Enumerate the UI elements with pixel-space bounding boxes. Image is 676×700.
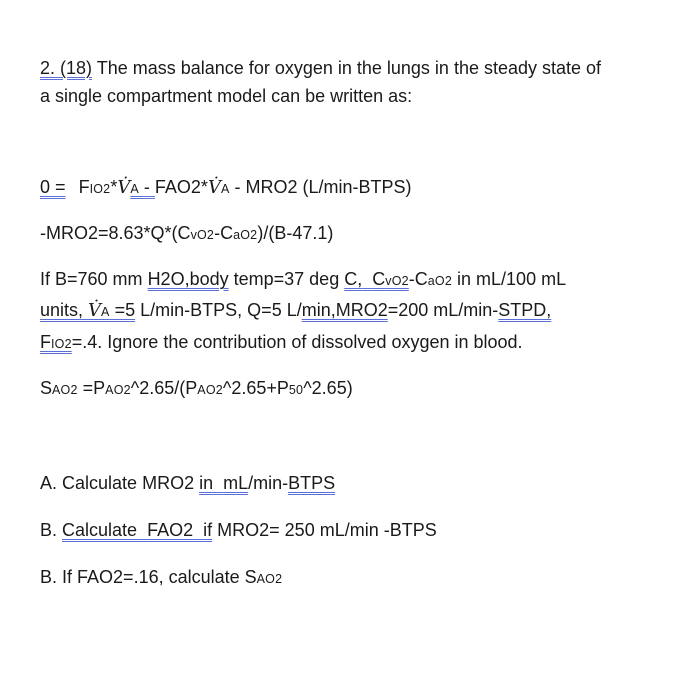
given-c-main: C: [372, 269, 386, 289]
part-b-calc-space: [137, 520, 147, 540]
eq2-part3: )/(B-47.1): [257, 223, 334, 243]
eq2-part1: -MRO2=8.63*Q*(C: [40, 223, 191, 243]
question-text-1: The mass balance for oxygen in the lungs in the steady state of: [96, 58, 602, 78]
question-line-2: [40, 84, 412, 108]
given-f: F: [40, 332, 51, 352]
sat-mid: ^2.65/(P: [130, 378, 198, 398]
given-stpd: STPD,: [498, 300, 552, 320]
mro2-equation: [40, 221, 333, 247]
eq-va-sub-2: A: [220, 182, 230, 196]
given-dash: -C: [408, 269, 428, 289]
eq2-part2: -C: [214, 223, 234, 243]
part-c: [40, 565, 282, 591]
given-vdot: V̇: [88, 300, 102, 321]
given-va-eq: =5: [114, 300, 136, 320]
part-a-label: A.: [40, 473, 58, 493]
given-temp: temp=37 deg: [233, 269, 340, 289]
part-a: [40, 471, 335, 495]
given-units-end: in mL/100 mL: [457, 269, 567, 289]
eq2-sub-ao2: aO2: [233, 228, 258, 242]
eq-vdot: V̇: [117, 177, 131, 198]
given-line-1: [40, 267, 566, 293]
part-a-in-space: [213, 473, 223, 493]
eq-star: *: [110, 177, 118, 197]
part-b-if: if: [203, 520, 213, 540]
question-points: (18): [60, 58, 93, 78]
sat-p-sub-1: AO2: [105, 383, 131, 397]
eq-vdot-2: V̇: [207, 177, 221, 198]
eq-fao2: FAO2*: [154, 177, 208, 197]
given-va-sub: A: [101, 305, 110, 319]
eq-f: F: [78, 177, 90, 197]
question-line-1: [40, 56, 601, 80]
eq-rest: - MRO2 (L/min-BTPS): [234, 177, 412, 197]
part-b-calc: Calculate: [62, 520, 138, 540]
part-a-text: Calculate MRO2: [62, 473, 195, 493]
part-b-fao2: FAO2: [147, 520, 194, 540]
eq-minus: -: [143, 177, 150, 197]
given-mid: L/min-BTPS, Q=5 L/: [140, 300, 302, 320]
given-c: C,: [344, 269, 363, 289]
given-sub-vo2: vO2: [385, 274, 409, 288]
sat-s-sub: AO2: [52, 383, 78, 397]
given-h2o: H2O,body: [147, 269, 229, 289]
part-a-in: in: [199, 473, 214, 493]
given-b: If B=760 mm: [40, 269, 143, 289]
given-sub-ao2: aO2: [427, 274, 453, 288]
part-a-text2: /min-: [248, 473, 289, 493]
part-a-btps: BTPS: [288, 473, 336, 493]
saturation-equation: [40, 376, 353, 402]
part-b-label: B.: [40, 520, 58, 540]
part-b: [40, 518, 437, 542]
given-fio2-rest: =.4. Ignore the contribution of dissolved oxygen in blood.: [71, 332, 523, 352]
eq-zero: 0: [40, 177, 51, 197]
part-b-fao2-space: [193, 520, 203, 540]
part-c-label: B.: [40, 567, 58, 587]
given-line-2: [40, 298, 551, 324]
eq-f-sub: IO2: [89, 182, 111, 196]
part-c-text: If FAO2=.16, calculate S: [62, 567, 257, 587]
given-units: units,: [40, 300, 84, 320]
question-text-2: a single compartment model can be written as:: [40, 86, 413, 106]
given-mid2: =200 mL/min-: [387, 300, 499, 320]
part-c-sub: AO2: [256, 572, 283, 586]
eq-equals: =: [55, 177, 66, 197]
given-min: min,MRO2: [301, 300, 388, 320]
given-line-3: [40, 330, 523, 356]
sat-eq: =P: [77, 378, 106, 398]
question-number: 2.: [40, 58, 56, 78]
eq-va-sub: A: [130, 182, 139, 196]
sat-p-sub-3: 50: [288, 383, 304, 397]
sat-s: S: [40, 378, 53, 398]
mass-balance-equation: [40, 175, 412, 201]
given-c-space: [362, 269, 372, 289]
part-a-ml: mL: [223, 473, 249, 493]
given-f-sub: IO2: [51, 337, 72, 351]
eq2-sub-vo2: vO2: [190, 228, 215, 242]
sat-mid2: ^2.65+P: [222, 378, 289, 398]
sat-p-sub-2: AO2: [197, 383, 223, 397]
sat-end: ^2.65): [303, 378, 353, 398]
part-b-rest: MRO2= 250 mL/min -BTPS: [217, 520, 437, 540]
